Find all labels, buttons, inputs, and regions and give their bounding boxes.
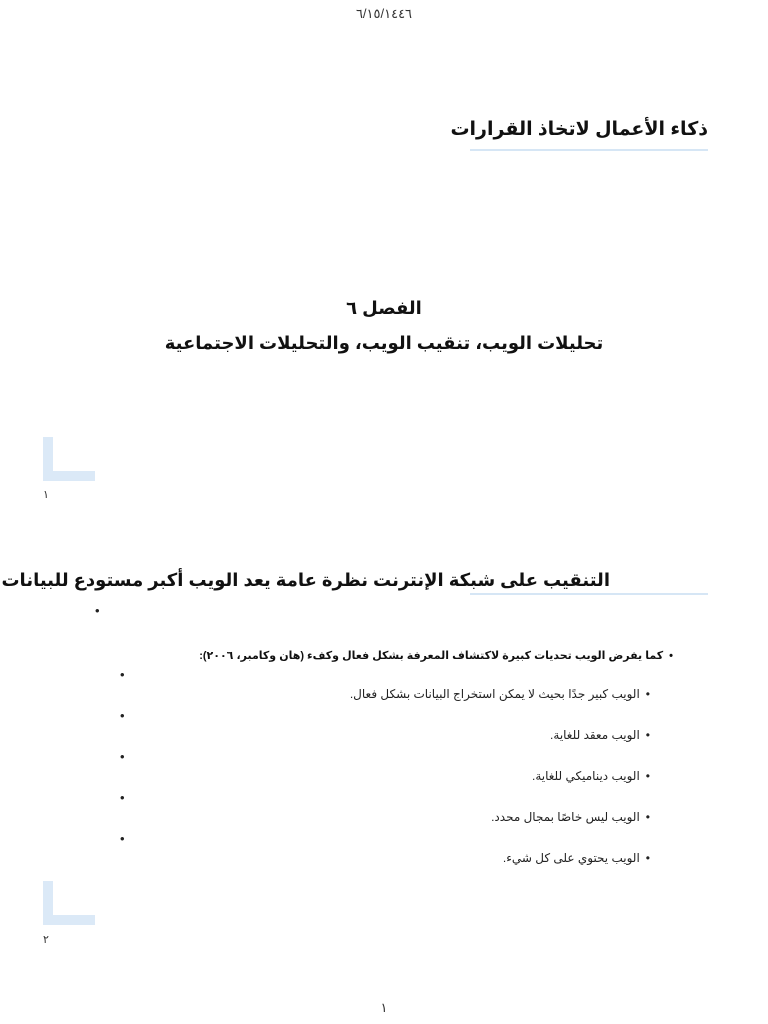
- bullet-icon: •: [645, 728, 650, 742]
- bullet-icon: •: [120, 831, 125, 846]
- bullet-icon: •: [645, 851, 650, 865]
- title-underline: [470, 149, 708, 151]
- bullet-icon: •: [645, 769, 650, 783]
- slide-1-title: ذكاء الأعمال لاتخاذ القرارات: [450, 119, 708, 140]
- list-item: •الويب يحتوي على كل شيء.: [502, 851, 650, 865]
- list-item: •الويب معقد للغاية.: [550, 728, 650, 742]
- list-item: •الويب ليس خاصًا بمجال محدد.: [491, 810, 650, 824]
- page-number: ١: [380, 1000, 388, 1015]
- slide-corner-bracket: [43, 881, 95, 925]
- page-date: ٦/١٥/١٤٤٦: [355, 6, 413, 21]
- bullet-icon: •: [120, 749, 125, 764]
- bullet-icon: •: [120, 790, 125, 805]
- list-item: •الويب كبير جدًا بحيث لا يمكن استخراج البيانات بشكل فعال.: [349, 687, 650, 701]
- chapter-title: تحليلات الويب، تنقيب الويب، والتحليلات الاجتماعية: [164, 333, 604, 353]
- bullet-icon: •: [645, 810, 650, 824]
- bullet-icon: •: [669, 650, 673, 662]
- bullet-icon: •: [95, 603, 100, 618]
- chapter-number: الفصل ٦: [346, 298, 422, 318]
- bullet-icon: •: [645, 687, 650, 701]
- bullet-icon: •: [120, 667, 125, 682]
- list-item: •الويب ديناميكي للغاية.: [531, 769, 650, 783]
- intro-text: •كما يفرض الويب تحديات كبيرة لاكتشاف المعرفة بشكل فعال وكفء (هان وكامبر، ٢٠٠٦):: [199, 650, 673, 662]
- slide-corner-bracket: [43, 437, 95, 481]
- slide-number: ١: [43, 489, 49, 501]
- title-underline: [470, 593, 708, 595]
- slide-2-title: التنقيب على شبكة الإنترنت نظرة عامة يعد الويب أكبر مستودع للبيانات: [1, 570, 610, 590]
- slide-number: ٢: [43, 934, 49, 946]
- bullet-icon: •: [120, 708, 125, 723]
